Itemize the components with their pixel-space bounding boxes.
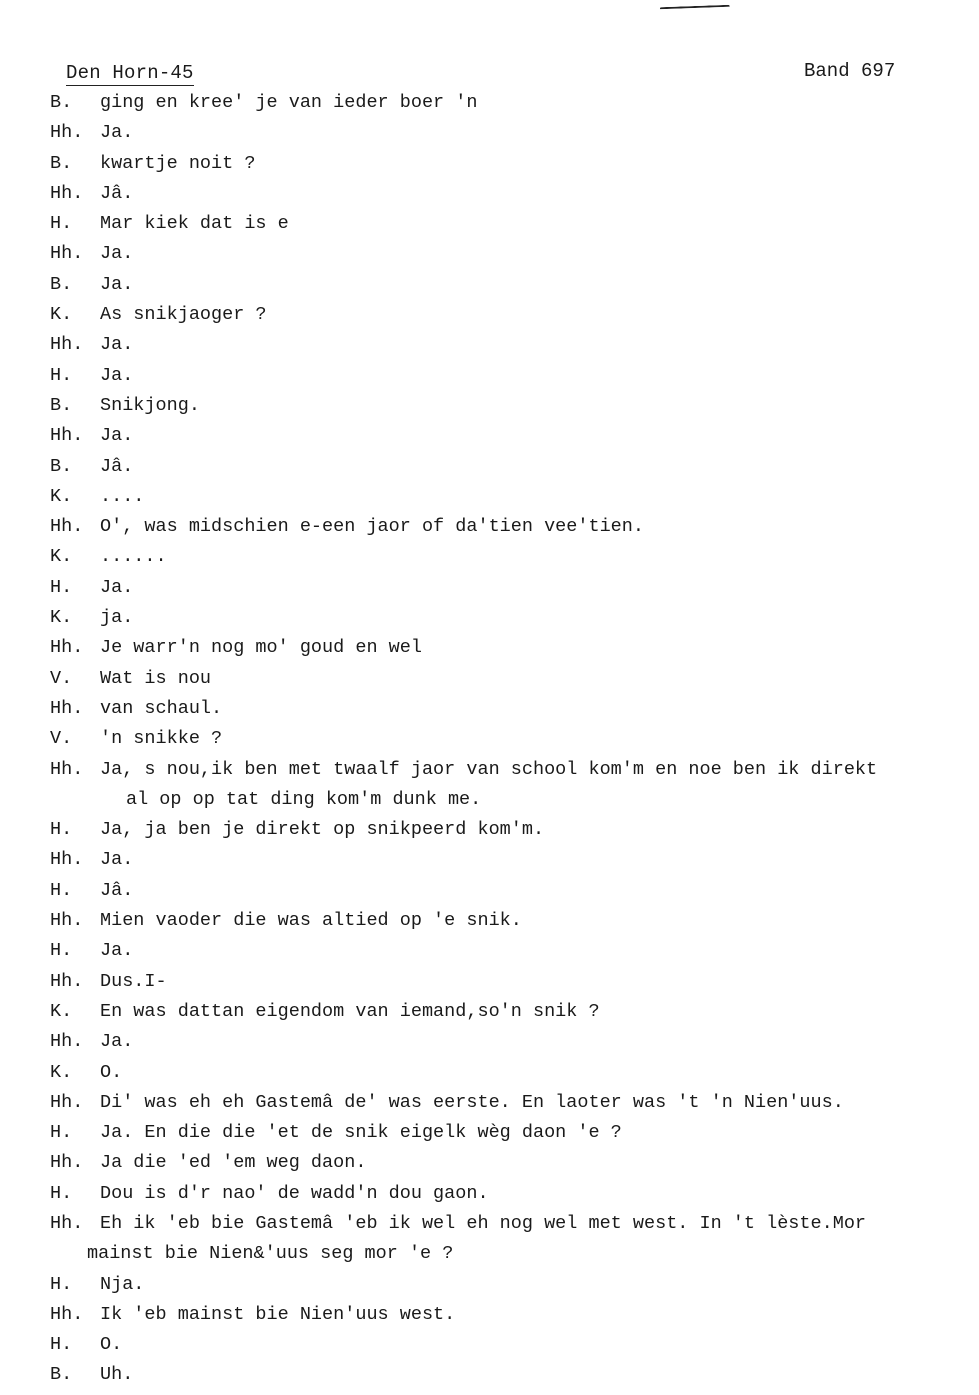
- utterance-text: Mien vaoder die was altied op 'e snik.: [100, 910, 522, 932]
- transcript-line: [50, 936, 975, 966]
- speaker-label: H.: [50, 213, 73, 235]
- transcript-line: [50, 270, 975, 300]
- speaker-label: Hh.: [50, 1091, 84, 1113]
- transcript-line: [50, 1027, 975, 1057]
- transcript-line: [50, 1209, 975, 1239]
- utterance-text: Mar kiek dat is e: [100, 213, 289, 235]
- speaker-label: Hh.: [50, 637, 84, 659]
- speaker-label: Hh.: [50, 334, 84, 356]
- transcript-line: [50, 1179, 975, 1209]
- transcript-line: [50, 664, 975, 694]
- transcript-line: [50, 452, 975, 482]
- transcript-line: [50, 815, 975, 845]
- utterance-text: As snikjaoger ?: [100, 304, 267, 326]
- utterance-text: ......: [100, 546, 167, 568]
- speaker-label: Hh.: [50, 122, 84, 144]
- speaker-label: Hh.: [50, 910, 84, 932]
- utterance-text: Ja.: [100, 425, 134, 447]
- document-title: Den Horn-45: [66, 62, 194, 84]
- transcript-line: [50, 179, 975, 209]
- utterance-text: Jâ.: [100, 879, 134, 901]
- transcript-line: [50, 1360, 975, 1390]
- speaker-label: Hh.: [50, 849, 84, 871]
- speaker-label: K.: [50, 546, 73, 568]
- utterance-text: ja.: [100, 607, 134, 629]
- transcript-line: [50, 1118, 975, 1148]
- speaker-label: B.: [50, 92, 73, 113]
- utterance-text: O', was midschien e-een jaor of da'tien vee'tien.: [100, 516, 644, 538]
- speaker-label: H.: [50, 879, 73, 901]
- transcript-line: [50, 239, 975, 269]
- utterance-text: Di' was eh eh Gastemâ de' was eerste. En laoter was 't 'n Nien'uus.: [100, 1091, 844, 1113]
- utterance-text: Ja.: [100, 334, 134, 356]
- utterance-text: Ja.: [100, 1031, 134, 1053]
- speaker-label: Hh.: [50, 1212, 84, 1234]
- speaker-label: Hh.: [50, 1303, 84, 1325]
- speaker-label: Hh.: [50, 1031, 84, 1053]
- utterance-text: Dou is d'r nao' de wadd'n dou gaon.: [100, 1182, 489, 1204]
- speaker-label: B.: [50, 455, 73, 477]
- transcript-line: [50, 906, 975, 936]
- speaker-label: Hh.: [50, 970, 84, 992]
- utterance-text: Ja. En die die 'et de snik eigelk wèg daon 'e ?: [100, 1122, 622, 1144]
- speaker-label: Hh.: [50, 697, 84, 719]
- tape-number: Band 697: [804, 60, 896, 82]
- speaker-label: H.: [50, 364, 73, 386]
- speaker-label: Hh.: [50, 243, 84, 265]
- speaker-label: H.: [50, 1182, 73, 1204]
- speaker-label: B.: [50, 152, 73, 174]
- transcript: [50, 88, 975, 1391]
- utterance-text: Jâ.: [100, 455, 134, 477]
- transcript-line: [50, 876, 975, 906]
- speaker-label: H.: [50, 1122, 73, 1144]
- speaker-label: K.: [50, 304, 73, 326]
- speaker-label: Hh.: [50, 758, 84, 780]
- transcript-line: [50, 1058, 975, 1088]
- transcript-line: [50, 1088, 975, 1118]
- transcript-line: [50, 391, 975, 421]
- utterance-text: O.: [100, 1061, 123, 1083]
- transcript-line: [50, 88, 975, 118]
- transcript-line: [50, 755, 975, 785]
- utterance-text: Snikjong.: [100, 394, 200, 416]
- speaker-label: B.: [50, 394, 73, 416]
- speaker-label: K.: [50, 1061, 73, 1083]
- continuation-line: al op op tat ding kom'm dunk me.: [126, 788, 482, 810]
- speaker-label: Hh.: [50, 516, 84, 538]
- speaker-label: V.: [50, 667, 73, 689]
- transcript-line: [50, 482, 975, 512]
- utterance-text: van schaul.: [100, 697, 223, 719]
- utterance-text: Je warr'n nog mo' goud en wel: [100, 637, 422, 659]
- utterance-text: Eh ik 'eb bie Gastemâ 'eb ik wel eh nog wel met west. In 't lèste.Mor: [100, 1212, 867, 1234]
- speaker-label: H.: [50, 940, 73, 962]
- transcript-line: [50, 603, 975, 633]
- transcript-line: [50, 421, 975, 451]
- utterance-text: Ja.: [100, 364, 134, 386]
- utterance-text: 'n snikke ?: [100, 728, 223, 750]
- transcript-line: [50, 845, 975, 875]
- transcript-line: [50, 724, 975, 754]
- utterance-text: En was dattan eigendom van iemand,so'n snik ?: [100, 1000, 600, 1022]
- continuation-line: mainst bie Nien&'uus seg mor 'e ?: [87, 1243, 454, 1265]
- transcript-line: [50, 300, 975, 330]
- speaker-label: H.: [50, 576, 73, 598]
- speaker-label: K.: [50, 607, 73, 629]
- utterance-text: Ja.: [100, 940, 134, 962]
- utterance-text: Ja.: [100, 243, 134, 265]
- utterance-text: Ja.: [100, 849, 134, 871]
- speaker-label: H.: [50, 1334, 73, 1356]
- utterance-text: kwartje noit ?: [100, 152, 256, 174]
- utterance-text: Ik 'eb mainst bie Nien'uus west.: [100, 1303, 456, 1325]
- utterance-text: Nja.: [100, 1273, 145, 1295]
- speaker-label: Hh.: [50, 1152, 84, 1174]
- pen-stroke-mark: [660, 5, 730, 19]
- speaker-label: H.: [50, 819, 73, 841]
- transcript-line: [50, 573, 975, 603]
- utterance-text: O.: [100, 1334, 123, 1356]
- utterance-text: Ja.: [100, 122, 134, 144]
- utterance-text: Ja.: [100, 273, 134, 295]
- utterance-text: Ja, s nou,ik ben met twaalf jaor van school kom'm en noe ben ik direkt: [100, 758, 878, 780]
- utterance-text: Ja.: [100, 576, 134, 598]
- utterance-text: Dus.I-: [100, 970, 167, 992]
- utterance-text: Ja die 'ed 'em weg daon.: [100, 1152, 367, 1174]
- speaker-label: V.: [50, 728, 73, 750]
- speaker-label: Hh.: [50, 425, 84, 447]
- utterance-text: Ja, ja ben je direkt op snikpeerd kom'm.: [100, 819, 545, 841]
- speaker-label: K.: [50, 1000, 73, 1022]
- transcript-line: [50, 967, 975, 997]
- transcript-line: [50, 149, 975, 179]
- transcript-line: [50, 330, 975, 360]
- transcript-line: [50, 512, 975, 542]
- transcript-line: [50, 633, 975, 663]
- speaker-label: H.: [50, 1273, 73, 1295]
- transcript-line: [50, 1148, 975, 1178]
- transcript-line: [50, 1270, 975, 1300]
- transcript-line: [50, 542, 975, 572]
- utterance-text: Jâ.: [100, 182, 134, 204]
- speaker-label: B.: [50, 1364, 73, 1386]
- transcript-line: [50, 118, 975, 148]
- transcript-line: [50, 997, 975, 1027]
- transcript-line: [50, 1300, 975, 1330]
- utterance-text: Uh.: [100, 1364, 134, 1386]
- transcript-line: [50, 694, 975, 724]
- speaker-label: B.: [50, 273, 73, 295]
- transcript-line: [50, 361, 975, 391]
- utterance-text: ging en kree' je van ieder boer 'n: [100, 92, 478, 113]
- transcript-line: [50, 209, 975, 239]
- speaker-label: Hh.: [50, 182, 84, 204]
- transcript-line: [50, 1330, 975, 1360]
- speaker-label: K.: [50, 485, 73, 507]
- utterance-text: ....: [100, 485, 145, 507]
- utterance-text: Wat is nou: [100, 667, 212, 689]
